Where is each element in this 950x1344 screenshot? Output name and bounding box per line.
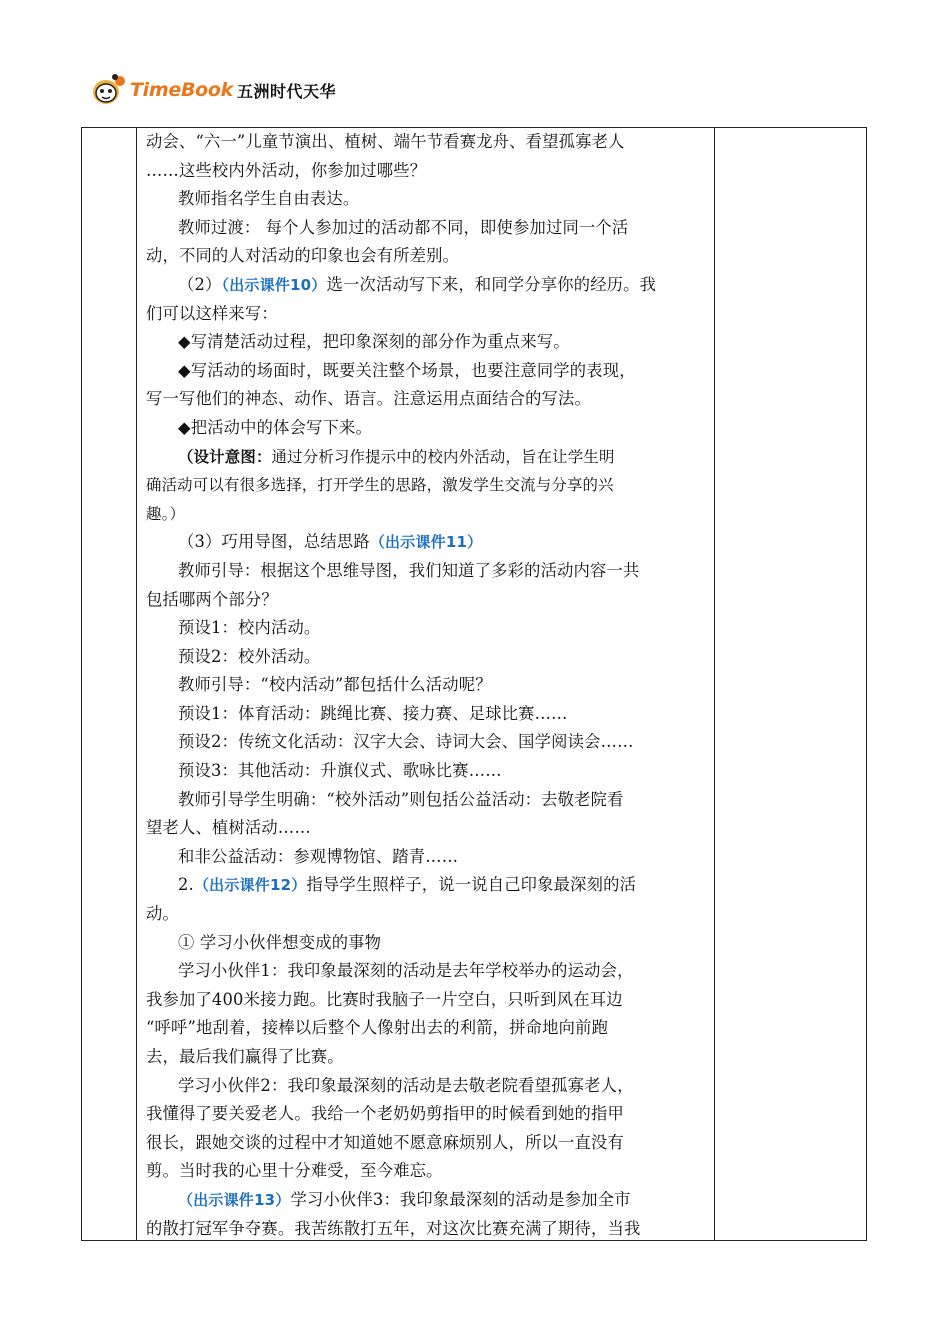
paragraph: 和非公益活动：参观博物馆、踏青…… — [178, 846, 459, 866]
paragraph: 剪。当时我的心里十分难受，至今难忘。 — [146, 1161, 443, 1181]
paragraph: 预设1：体育活动：跳绳比赛、接力赛、足球比赛…… — [178, 703, 568, 723]
paragraph: 教师引导：根据这个思维导图，我们知道了多彩的活动内容一共 — [178, 560, 640, 580]
paragraph: 我参加了400米接力跑。比赛时我脑子一片空白，只听到风在耳边 — [146, 989, 623, 1009]
paragraph: 动。 — [146, 904, 179, 924]
design-intent: 确活动可以有很多选择，打开学生的思路，激发学生交流与分享的兴 — [146, 476, 614, 495]
paragraph: 去，最后我们赢得了比赛。 — [146, 1047, 344, 1066]
timebook-mascot-icon — [90, 72, 128, 108]
courseware-tag: （出示课件12） — [193, 876, 307, 895]
paragraph: ◆把活动中的体会写下来。 — [178, 417, 373, 437]
paragraph: 的散打冠军争夺赛。我苦练散打五年，对这次比赛充满了期待，当我 — [146, 1218, 641, 1238]
paragraph: 2.（出示课件12）指导学生照样子，说一说自己印象最深刻的活 — [178, 875, 637, 895]
paragraph: ◆写活动的场面时，既要关注整个场景，也要注意同学的表现， — [178, 360, 636, 380]
design-intent: （设计意图：通过分析习作提示中的校内外活动，旨在让学生明 — [178, 447, 615, 466]
paragraph: 教师引导：“校内活动”都包括什么活动呢？ — [178, 675, 492, 695]
paragraph: （2）（出示课件10）选一次活动写下来，和同学分享你的经历。我 — [178, 274, 657, 294]
paragraph: 教师过渡： 每个人参加过的活动都不同，即使参加过同一个活 — [178, 217, 629, 237]
courseware-tag: （出示课件10） — [221, 275, 327, 294]
paragraph: 望老人、植树活动…… — [146, 818, 311, 838]
design-intent: 趣。） — [146, 504, 186, 523]
paragraph: 很长，跟她交谈的过程中才知道她不愿意麻烦别人，所以一直没有 — [146, 1132, 624, 1152]
brand-name-cn: 五洲时代天华 — [236, 81, 336, 101]
courseware-tag: （出示课件11） — [369, 533, 483, 552]
paragraph: 教师引导学生明确：“校外活动”则包括公益活动：去敬老院看 — [178, 789, 624, 809]
paragraph: 教师指名学生自由表达。 — [178, 189, 360, 209]
brand-logo — [90, 72, 336, 108]
design-intent-label: （设计意图： — [178, 447, 272, 466]
table-divider — [136, 128, 137, 1240]
paragraph: （出示课件13）学习小伙伴3：我印象最深刻的活动是参加全市 — [178, 1189, 631, 1209]
paragraph: ① 学习小伙伴想变成的事物 — [178, 932, 382, 952]
paragraph: 预设3：其他活动：升旗仪式、歌咏比赛…… — [178, 761, 502, 781]
lesson-content-cell — [146, 128, 714, 1243]
paragraph: 预设2：传统文化活动：汉字大会、诗词大会、国学阅读会…… — [178, 732, 634, 752]
paragraph: ……这些校内外活动，你参加过哪些？ — [146, 160, 427, 180]
paragraph: 写一写他们的神态、动作、语言。注意运用点面结合的写法。 — [146, 389, 591, 409]
paragraph: 学习小伙伴2：我印象最深刻的活动是去敬老院看望孤寡老人， — [178, 1075, 634, 1095]
paragraph: （3）巧用导图，总结思路（出示课件11） — [178, 532, 483, 552]
paragraph: 学习小伙伴1：我印象最深刻的活动是去年学校举办的运动会， — [178, 961, 634, 981]
paragraph: 预设2：校外活动。 — [178, 646, 321, 666]
paragraph: “呼呼”地刮着，接棒以后整个人像射出去的利箭，拼命地向前跑 — [146, 1018, 609, 1038]
paragraph: 们可以这样来写： — [146, 303, 278, 323]
paragraph: 动，不同的人对活动的印象也会有所差别。 — [146, 246, 460, 266]
paragraph: ◆写清楚活动过程，把印象深刻的部分作为重点来写。 — [178, 332, 570, 352]
paragraph: 包括哪两个部分？ — [146, 589, 278, 609]
paragraph: 我懂得了要关爱老人。我给一个老奶奶剪指甲的时候看到她的指甲 — [146, 1104, 624, 1124]
courseware-tag: （出示课件13） — [178, 1190, 291, 1209]
brand-name: TimeBook — [130, 79, 233, 101]
table-divider — [714, 128, 715, 1240]
paragraph: 预设1：校内活动。 — [178, 618, 321, 638]
lesson-table — [81, 127, 867, 1241]
paragraph: 动会、“六一”儿童节演出、植树、端午节看赛龙舟、看望孤寡老人 — [146, 132, 625, 151]
